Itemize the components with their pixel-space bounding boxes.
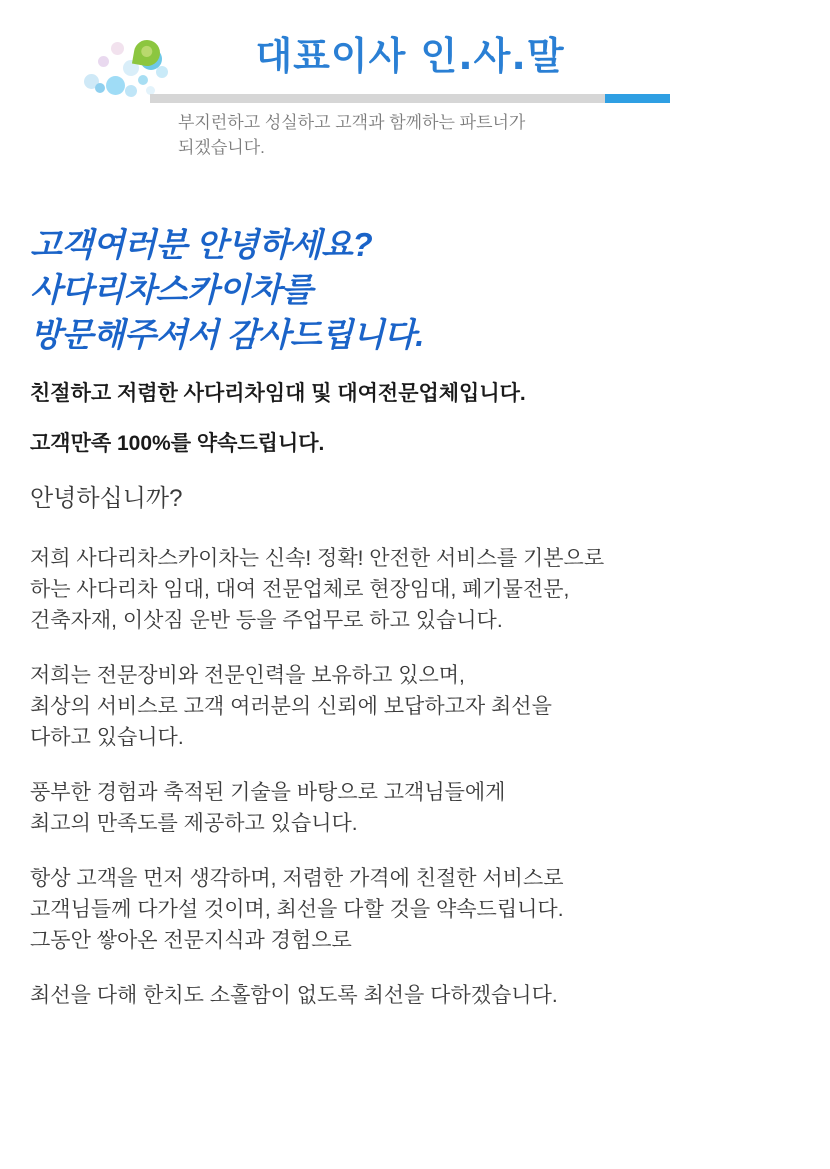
page-header bbox=[0, 0, 830, 170]
greeting-salutation: 안녕하십니까? bbox=[30, 485, 183, 512]
headline-line: 방문해주셔서 감사드립니다. bbox=[30, 316, 424, 353]
body-paragraph bbox=[30, 863, 810, 956]
header-divider bbox=[150, 94, 670, 103]
headline-line: 사다리차스카이차를 bbox=[30, 271, 313, 308]
header-subtitle-line: 부지런하고 성실하고 고객과 함께하는 파트너가 bbox=[178, 113, 526, 132]
paragraph-line: 최상의 서비스로 고객 여러분의 신뢰에 보답하고자 최선을 bbox=[30, 695, 552, 718]
paragraph-line: 최선을 다해 한치도 소홀함이 없도록 최선을 다하겠습니다. bbox=[30, 984, 558, 1007]
body-paragraph bbox=[30, 980, 810, 1011]
lead-text-1: 친절하고 저렴한 사다리차임대 및 대여전문업체입니다. bbox=[30, 382, 526, 405]
paragraph-line: 건축자재, 이삿짐 운반 등을 주업무로 하고 있습니다. bbox=[30, 609, 503, 632]
paragraph-line: 저희 사다리차스카이차는 신속! 정확! 안전한 서비스를 기본으로 bbox=[30, 547, 605, 570]
headline-line: 고객여러분 안녕하세요? bbox=[30, 226, 373, 263]
header-title-block bbox=[150, 34, 750, 78]
headline bbox=[30, 222, 810, 357]
body-paragraph bbox=[30, 543, 810, 636]
header-subtitle bbox=[178, 110, 698, 160]
greeting-content bbox=[30, 222, 810, 1035]
paragraph-line: 항상 고객을 먼저 생각하며, 저렴한 가격에 친절한 서비스로 bbox=[30, 867, 564, 890]
paragraph-line: 고객님들께 다가설 것이며, 최선을 다할 것을 약속드립니다. bbox=[30, 898, 564, 921]
paragraph-line: 하는 사다리차 임대, 대여 전문업체로 현장임대, 폐기물전문, bbox=[30, 578, 570, 601]
body-paragraph bbox=[30, 660, 810, 753]
paragraph-line: 최고의 만족도를 제공하고 있습니다. bbox=[30, 812, 358, 835]
paragraph-line: 다하고 있습니다. bbox=[30, 726, 184, 749]
header-divider-accent bbox=[605, 94, 670, 103]
paragraph-line: 그동안 쌓아온 전문지식과 경험으로 bbox=[30, 929, 352, 952]
paragraph-line: 저희는 전문장비와 전문인력을 보유하고 있으며, bbox=[30, 664, 465, 687]
lead-text-2: 고객만족 100%를 약속드립니다. bbox=[30, 432, 325, 455]
body-paragraph bbox=[30, 777, 810, 839]
page-title: 대표이사 인.사.말 bbox=[255, 34, 565, 78]
header-subtitle-line: 되겠습니다. bbox=[178, 138, 265, 157]
paragraph-line: 풍부한 경험과 축적된 기술을 바탕으로 고객님들에게 bbox=[30, 781, 506, 804]
